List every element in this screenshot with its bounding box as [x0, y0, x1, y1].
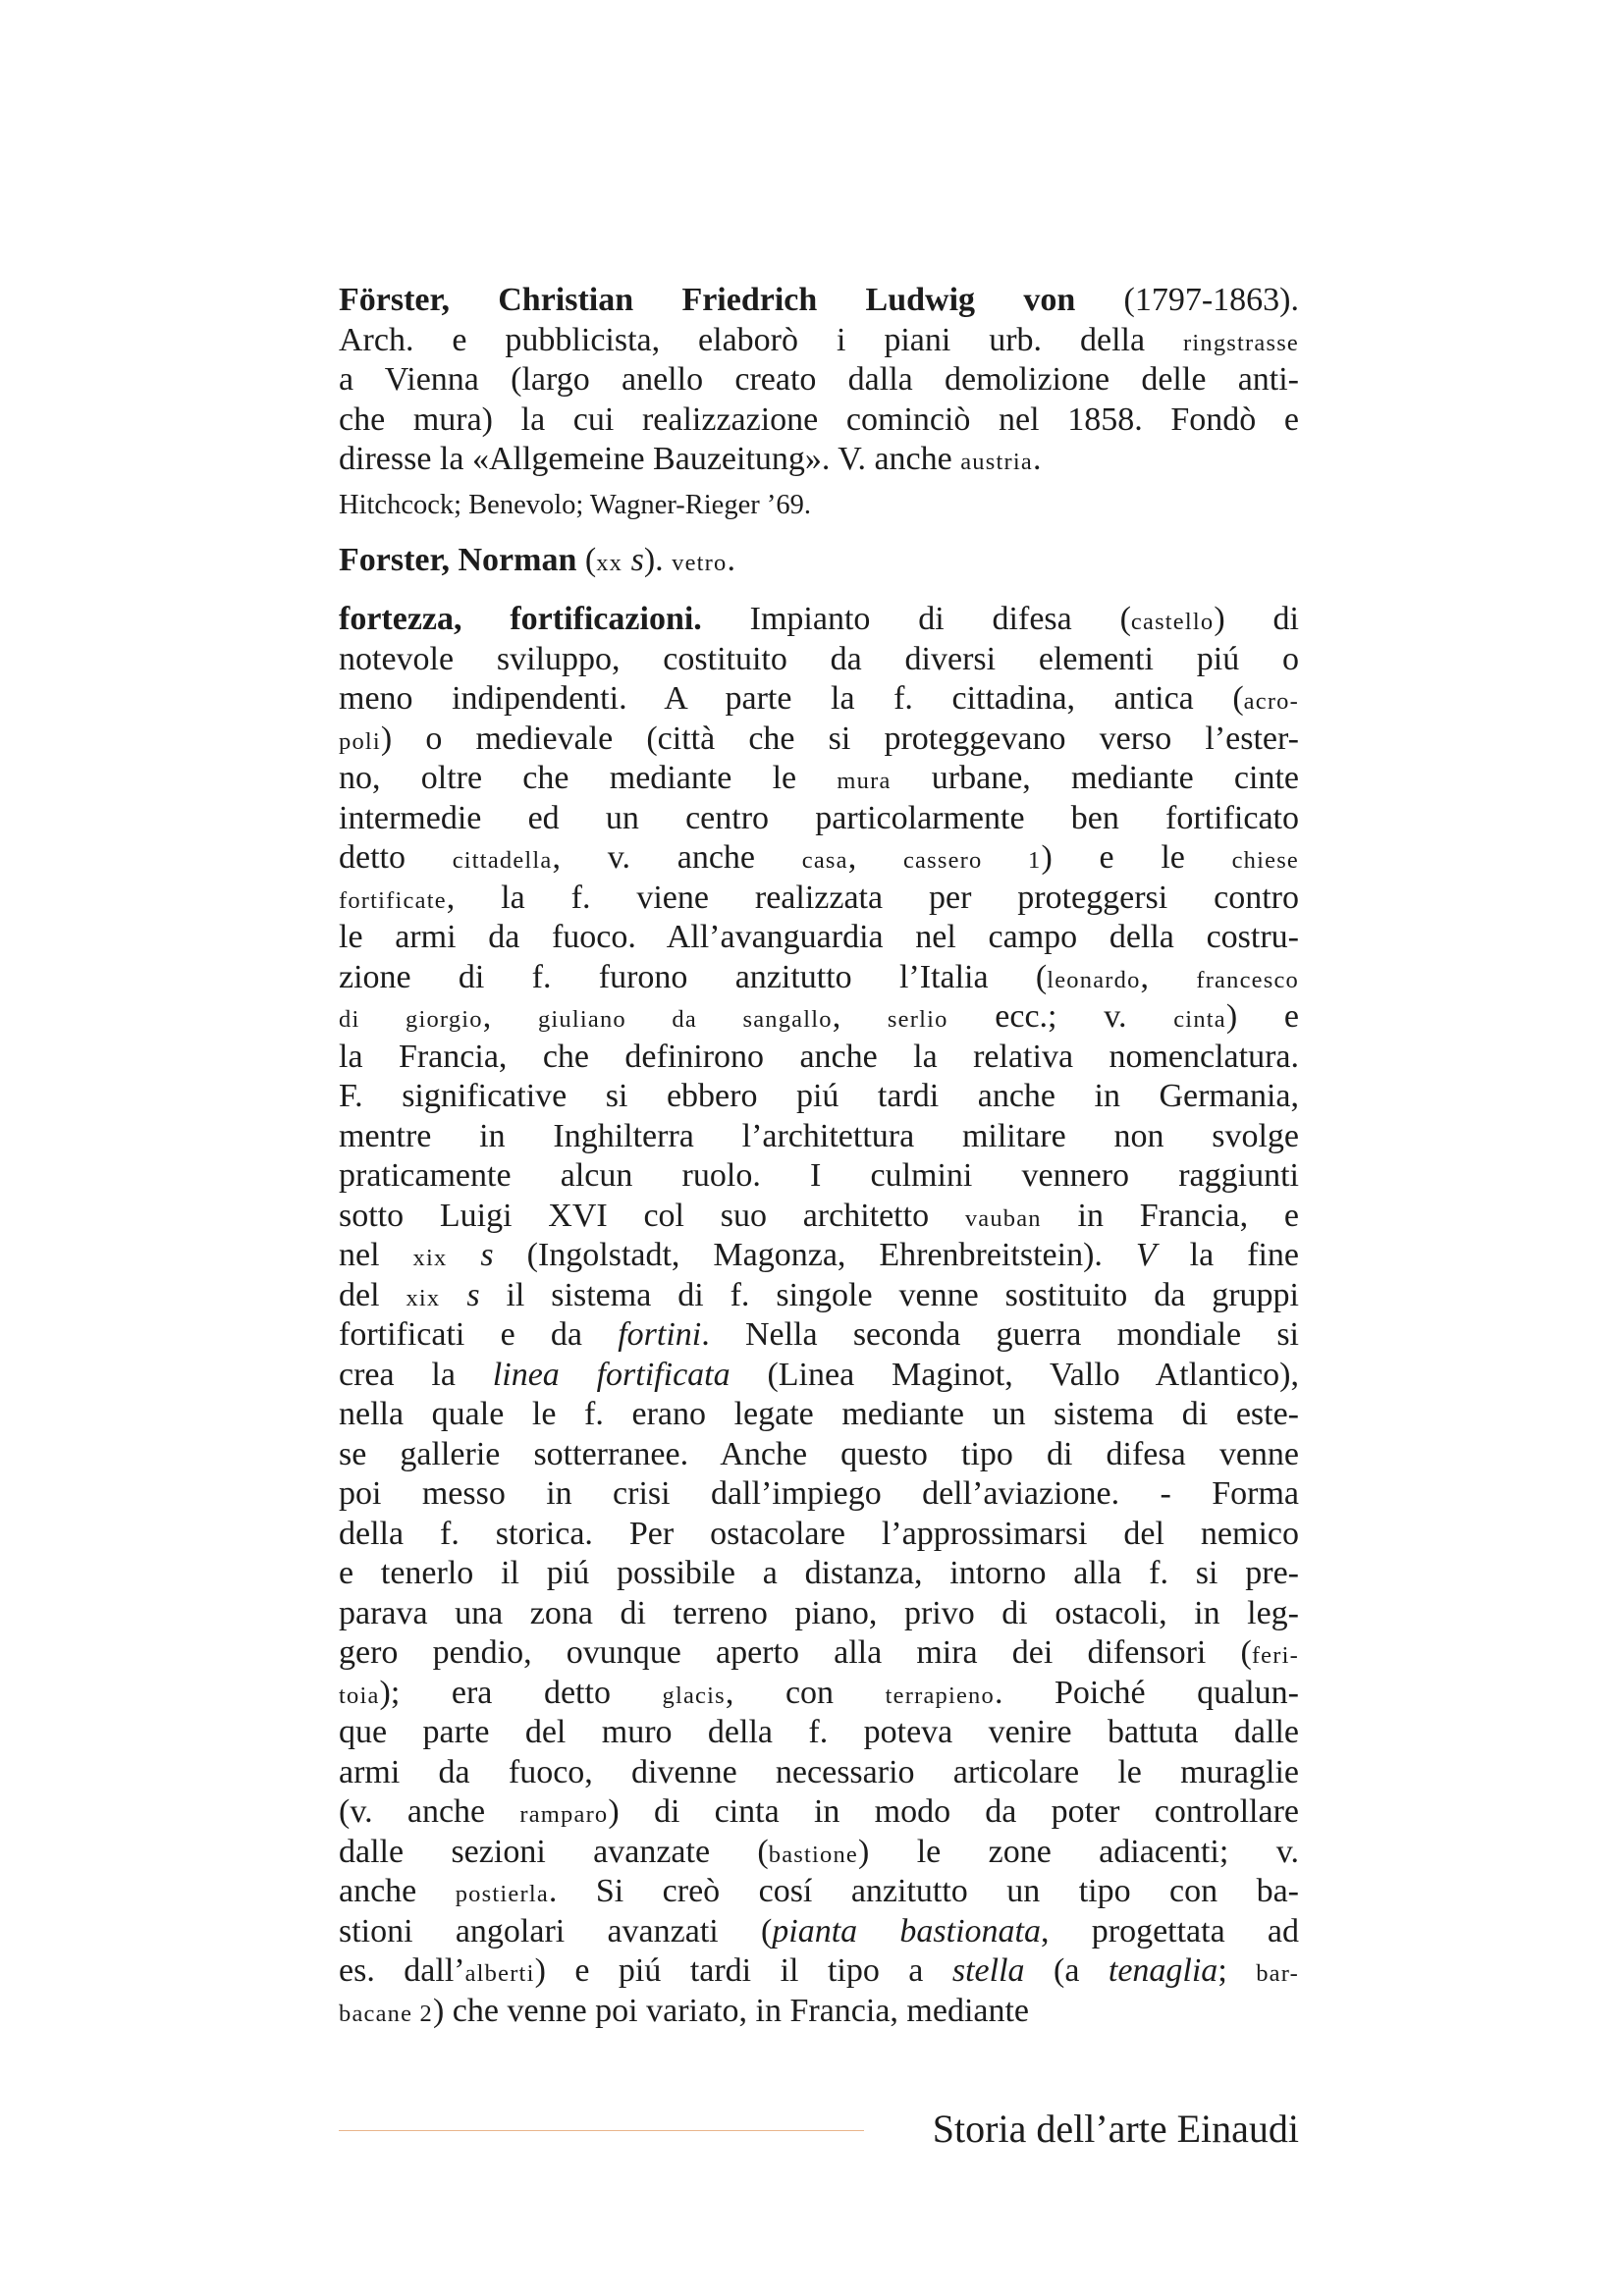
- bibliography-citation: Hitchcock; Benevolo; Wagner-Rieger ’69.: [339, 489, 811, 520]
- text-run: e tenerlo il piú possibile a distanza, intorno alla f. si pre-: [339, 1555, 1299, 1591]
- text-run: meno indipendenti. A parte la f. cittadina, antica (: [339, 680, 1244, 717]
- text-run: (Ingolstadt, Magonza, Ehrenbreitstein).: [493, 1237, 1136, 1273]
- text-run: zione di f. furono anzitutto l’Italia (: [339, 958, 1048, 995]
- cross-reference: acro-: [1243, 688, 1299, 715]
- footer-brand: Storia dell’arte Einaudi: [932, 2107, 1299, 2151]
- footer-rule: [339, 2130, 864, 2131]
- text-run: ,: [1140, 958, 1197, 995]
- text-line: [339, 1156, 1299, 1197]
- cross-reference: toia: [339, 1682, 380, 1709]
- text-run: stioni angolari avanzati (: [339, 1912, 773, 1949]
- text-line: [339, 1713, 1299, 1753]
- text-run: (Linea Maginot, Vallo Atlantico),: [730, 1356, 1300, 1393]
- text-line: [339, 1474, 1299, 1515]
- entry-headword: Forster, Norman: [339, 541, 577, 578]
- cross-reference: cinta: [1173, 1006, 1226, 1033]
- cross-reference: poli: [339, 727, 381, 755]
- cross-reference: alberti: [464, 1960, 535, 1987]
- text-line: [339, 1872, 1299, 1912]
- text-run: anche: [339, 1873, 456, 1909]
- text-line: [339, 879, 1299, 919]
- text-line: [339, 1633, 1299, 1674]
- text-run: Arch. e pubblicista, elaborò i piani urb. della: [339, 321, 1184, 358]
- cross-reference: leonardo: [1047, 966, 1141, 993]
- text-run: .: [1032, 441, 1042, 477]
- text-run: es. dall’: [339, 1952, 465, 1989]
- page-footer: [339, 2101, 1299, 2160]
- text-run: ); era detto: [379, 1674, 663, 1711]
- text-line: [339, 541, 1299, 581]
- entry-headword: fortezza, fortificazioni.: [339, 601, 702, 637]
- text-run: parava una zona di terreno piano, privo di ostacoli, in leg-: [339, 1594, 1299, 1631]
- cross-reference: vauban: [964, 1204, 1042, 1232]
- italic-term: s: [466, 1276, 480, 1313]
- italic-term: tenaglia: [1108, 1952, 1218, 1989]
- cross-reference: mura: [837, 768, 892, 794]
- text-line: [339, 321, 1299, 361]
- text-line: [339, 1951, 1299, 1992]
- cross-reference: vetro: [672, 549, 728, 576]
- text-run: . Nella seconda guerra mondiale si: [701, 1316, 1299, 1353]
- text-run: fortificati e da: [339, 1316, 619, 1353]
- text-run: nel: [339, 1237, 413, 1273]
- cross-reference: cassero 1: [902, 847, 1042, 874]
- text-run: nella quale le f. erano legate mediante un sistema di este-: [339, 1396, 1299, 1432]
- cross-reference: xix: [412, 1245, 448, 1271]
- text-line: [339, 1912, 1299, 1952]
- text-line: [339, 640, 1299, 680]
- text-line: [339, 1515, 1299, 1555]
- italic-term: linea fortificata: [492, 1356, 730, 1393]
- cross-reference: ramparo: [519, 1801, 609, 1828]
- italic-term: stella: [951, 1952, 1025, 1989]
- text-run: ) le zone adiacenti; v.: [858, 1833, 1299, 1870]
- text-line: [339, 1792, 1299, 1833]
- italic-term: s: [630, 541, 644, 578]
- text-run: ) di: [1214, 601, 1299, 637]
- text-run: praticamente alcun ruolo. I culmini vennero raggiunti: [339, 1157, 1299, 1194]
- cross-reference: di giorgio: [339, 1006, 483, 1033]
- text-run: che mura) la cui realizzazione cominciò nel 1858. Fondò e: [339, 400, 1299, 438]
- text-run: a Vienna (largo anello creato dalla demolizione delle anti-: [339, 361, 1299, 398]
- text-line: [339, 1276, 1299, 1316]
- text-line: [339, 1038, 1299, 1078]
- italic-term: fortini: [618, 1316, 702, 1353]
- text-line: [339, 918, 1299, 958]
- text-run: ,: [847, 839, 903, 876]
- text-run: il sistema di f. singole venne sostituito da gruppi: [479, 1276, 1299, 1313]
- text-run: ;: [1217, 1952, 1257, 1989]
- text-line: [339, 1594, 1299, 1634]
- entry-fortezza: [339, 600, 1299, 2031]
- text-line: [339, 1753, 1299, 1793]
- text-run: ,: [482, 998, 538, 1035]
- cross-reference: castello: [1130, 609, 1215, 635]
- text-run: , la f. viene realizzata per proteggersi contro: [446, 879, 1299, 916]
- text-run: ) che venne poi variato, in Francia, mediante: [432, 1992, 1030, 2029]
- text-line: [339, 958, 1299, 998]
- text-line: [339, 1236, 1299, 1276]
- cross-reference: xx: [596, 549, 623, 576]
- text-run: no, oltre che mediante le: [339, 760, 838, 796]
- text-run: gero pendio, ovunque aperto alla mira dei difensori (: [339, 1634, 1252, 1671]
- text-run: ,: [832, 998, 888, 1035]
- text-run: (: [576, 541, 597, 578]
- text-run: diresse la «Allgemeine Bauzeitung». V. anche: [339, 441, 961, 477]
- text-run: armi da fuoco, divenne necessario articolare le muraglie: [339, 1753, 1299, 1790]
- text-line: [339, 360, 1299, 400]
- text-run: intermedie ed un centro particolarmente ben fortificato: [339, 799, 1299, 836]
- text-run: ) e piú tardi il tipo a: [534, 1952, 952, 1989]
- text-run: [622, 542, 631, 578]
- text-run: se gallerie sotterranee. Anche questo tipo di difesa venne: [339, 1435, 1299, 1472]
- text-line: [339, 600, 1299, 640]
- cross-reference: cittadella: [452, 847, 553, 874]
- cross-reference: ringstrasse: [1183, 329, 1299, 356]
- text-line: [339, 281, 1299, 321]
- text-run: (v. anche: [339, 1793, 520, 1830]
- text-line: [339, 1117, 1299, 1157]
- text-run: dalle sezioni avanzate (: [339, 1833, 769, 1870]
- text-run: ecc.; v.: [947, 998, 1174, 1035]
- text-run: ) o medievale (città che si proteggevano verso l’ester-: [380, 720, 1299, 757]
- text-run: F. significative si ebbero piú tardi anche in Germania,: [339, 1078, 1299, 1114]
- text-run: (1797-1863).: [1075, 282, 1299, 318]
- text-line: [339, 997, 1299, 1038]
- cross-reference: feri-: [1251, 1642, 1299, 1669]
- text-run: mentre in Inghilterra l’architettura militare non svolge: [339, 1117, 1299, 1154]
- cross-reference: terrapieno: [885, 1682, 995, 1709]
- text-run: poi messo in crisi dall’impiego dell’aviazione. - Forma: [339, 1475, 1299, 1512]
- text-run: ) e: [1225, 998, 1299, 1035]
- cross-reference: glacis: [662, 1682, 726, 1709]
- text-line: [339, 720, 1299, 760]
- text-run: ).: [643, 541, 673, 578]
- text-line: [339, 1674, 1299, 1714]
- cross-reference: fortificate: [339, 886, 447, 914]
- cross-reference: bacane 2: [339, 2000, 433, 2027]
- cross-reference: bar-: [1256, 1960, 1299, 1987]
- text-line: [339, 1315, 1299, 1356]
- entry-forster-christian: [339, 281, 1299, 527]
- text-run: crea la: [339, 1356, 493, 1393]
- text-line: [339, 400, 1299, 441]
- cross-reference: xix: [406, 1284, 441, 1311]
- cross-reference: francesco: [1196, 966, 1299, 993]
- text-run: sotto Luigi XVI col suo architetto: [339, 1197, 965, 1234]
- text-line: [339, 799, 1299, 839]
- text-line: [339, 759, 1299, 799]
- cross-reference: chiese: [1231, 847, 1300, 874]
- text-line: [339, 1833, 1299, 1873]
- text-line: [339, 838, 1299, 879]
- text-run: del: [339, 1276, 406, 1313]
- italic-term: pianta bastionata: [772, 1912, 1041, 1949]
- text-run: della f. storica. Per ostacolare l’approssimarsi del nemico: [339, 1515, 1299, 1552]
- text-line: [339, 1077, 1299, 1117]
- entry-headword: Förster, Christian Friedrich Ludwig von: [339, 282, 1076, 318]
- text-line: [339, 1197, 1299, 1237]
- text-run: . Si creò cosí anzitutto un tipo con ba-: [548, 1873, 1299, 1909]
- entry-forster-norman: [339, 541, 1299, 581]
- encyclopedia-text-column: [339, 281, 1299, 2031]
- text-run: , con: [725, 1674, 886, 1711]
- text-run: la Francia, che definirono anche la relativa nomenclatura.: [339, 1038, 1299, 1075]
- text-run: la fine: [1156, 1237, 1299, 1273]
- cross-reference: serlio: [887, 1006, 948, 1033]
- text-run: detto: [339, 839, 453, 876]
- text-line: [339, 1435, 1299, 1475]
- text-line: [339, 1992, 1299, 2032]
- cross-reference: giuliano da sangallo: [537, 1006, 833, 1033]
- text-run: notevole sviluppo, costituito da diversi elementi piú o: [339, 640, 1299, 677]
- italic-term: V: [1135, 1237, 1157, 1273]
- text-run: ) di cinta in modo da poter controllare: [608, 1793, 1299, 1830]
- text-run: in Francia, e: [1041, 1197, 1299, 1234]
- text-run: Impianto di difesa (: [701, 601, 1131, 637]
- text-line: [339, 679, 1299, 720]
- text-line: [339, 1356, 1299, 1396]
- text-run: . Poiché qualun-: [994, 1674, 1299, 1711]
- text-line: [339, 1395, 1299, 1435]
- text-run: [447, 1237, 480, 1273]
- cross-reference: casa: [801, 847, 848, 874]
- text-run: , v. anche: [552, 839, 802, 876]
- cross-reference: postierla: [455, 1881, 549, 1907]
- text-run: urbane, mediante cinte: [891, 760, 1299, 796]
- cross-reference: austria: [960, 449, 1033, 475]
- italic-term: s: [480, 1237, 494, 1273]
- text-line: [339, 440, 1299, 480]
- text-run: que parte del muro della f. poteva venire battuta dalle: [339, 1714, 1299, 1750]
- text-run: , progettata ad: [1041, 1912, 1300, 1949]
- cross-reference: bastione: [768, 1841, 858, 1868]
- text-run: ) e le: [1041, 839, 1232, 876]
- text-run: .: [727, 541, 735, 578]
- text-run: (a: [1024, 1952, 1109, 1989]
- text-run: le armi da fuoco. All’avanguardia nel campo della costru-: [339, 919, 1299, 955]
- text-line: [339, 1554, 1299, 1594]
- text-run: [440, 1277, 466, 1313]
